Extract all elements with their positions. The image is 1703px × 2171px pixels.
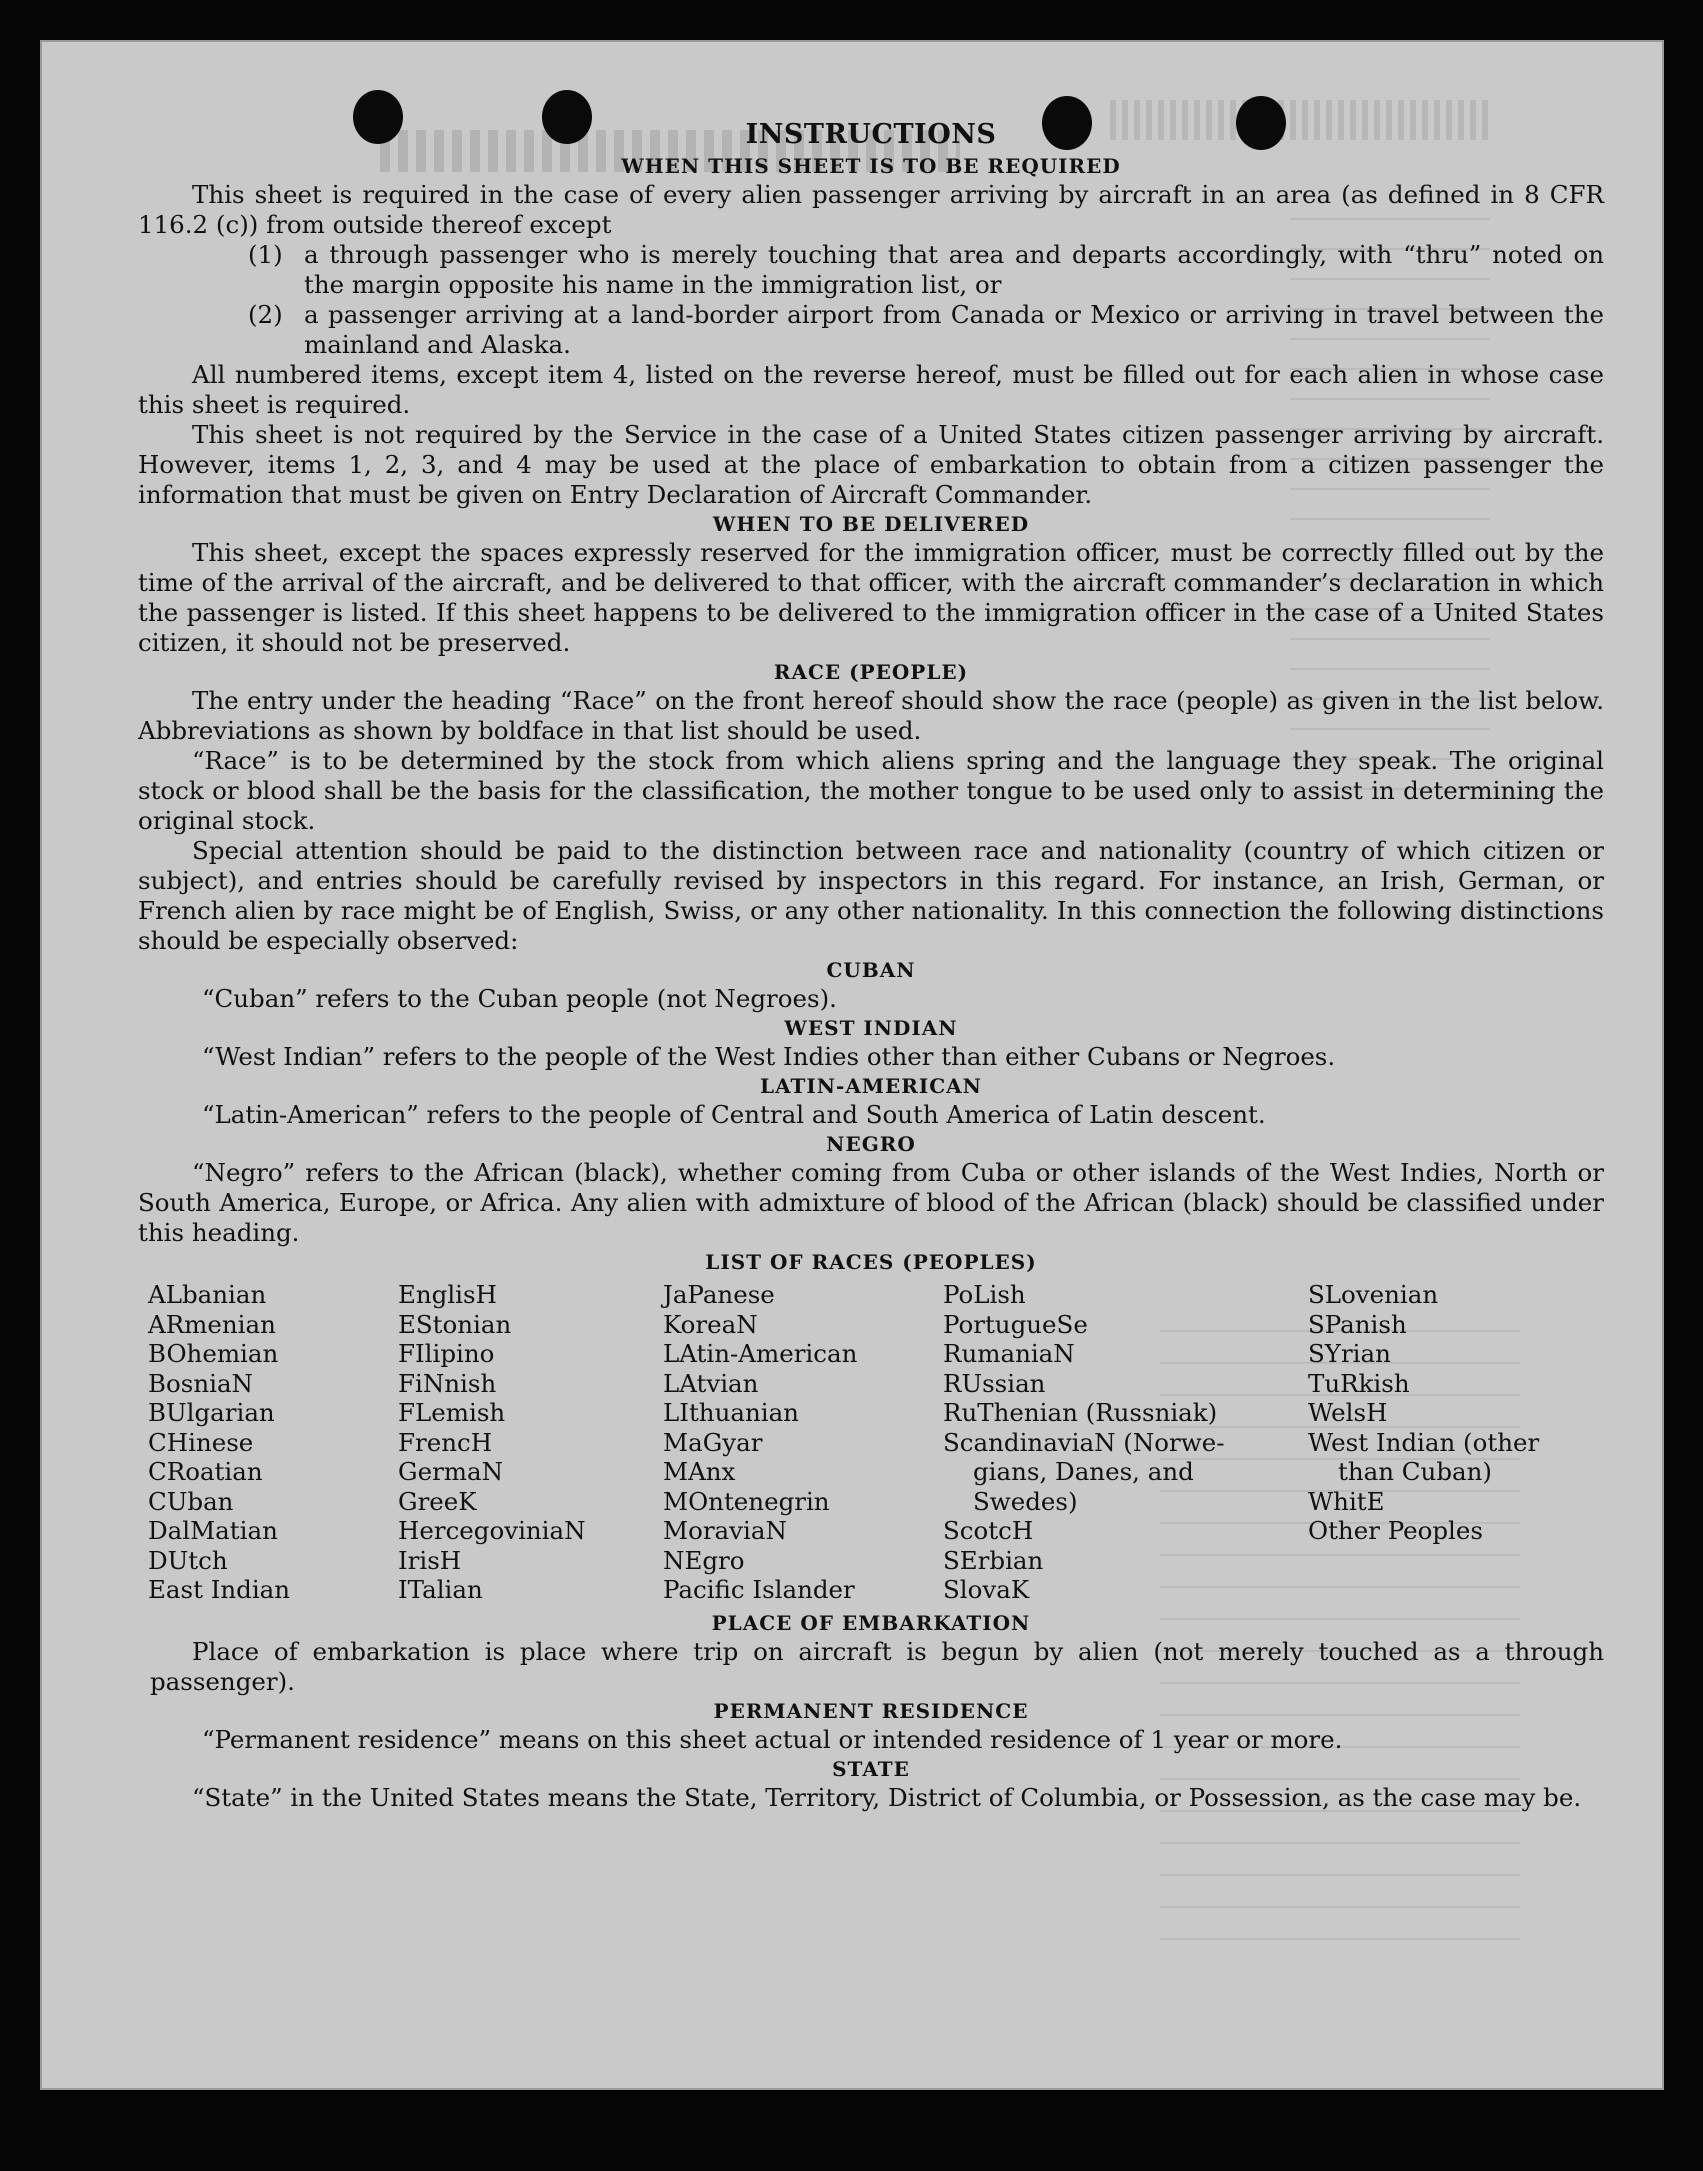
definition-text: “Permanent residence” means on this sheet actual or intended residence of 1 year or more. bbox=[202, 1724, 1343, 1754]
race-entry: ARmenian bbox=[148, 1309, 276, 1339]
race-column bbox=[663, 1280, 943, 1605]
race-column bbox=[1308, 1280, 1608, 1605]
race-entry: JaPanese bbox=[663, 1280, 775, 1309]
race-entry: LAtvian bbox=[663, 1368, 759, 1398]
race-entry: LIthuanian bbox=[663, 1398, 799, 1427]
heading-when-required: WHEN THIS SHEET IS TO BE REQUIRED bbox=[621, 154, 1121, 178]
race-entry: GreeK bbox=[398, 1486, 477, 1516]
race-column bbox=[398, 1280, 663, 1605]
race-entry: PortugueSe bbox=[943, 1309, 1088, 1339]
heading-race: RACE (PEOPLE) bbox=[773, 660, 969, 684]
document-page bbox=[40, 40, 1664, 2090]
exception-item bbox=[248, 240, 1604, 300]
paragraph: The entry under the heading “Race” on the front hereof should show the race (people) as given in the list below. Abbreviations as shown by boldface in that list should be used. bbox=[138, 686, 1604, 745]
race-entry: Pacific Islander bbox=[663, 1575, 855, 1604]
race-entry: WelsH bbox=[1308, 1398, 1388, 1427]
race-list bbox=[148, 1280, 1604, 1605]
exception-item bbox=[248, 300, 1604, 360]
race-entry: HercegoviniaN bbox=[398, 1516, 586, 1545]
definition-text bbox=[138, 1637, 1604, 1697]
race-entry: ScandinaviaN (Norwe- bbox=[943, 1427, 1225, 1457]
race-entry: FLemish bbox=[398, 1398, 506, 1427]
race-column bbox=[148, 1280, 398, 1605]
heading-list-of-races: LIST OF RACES (PEOPLES) bbox=[705, 1250, 1037, 1274]
race-entry: CRoatian bbox=[148, 1457, 263, 1486]
race-entry: SYrian bbox=[1308, 1339, 1391, 1368]
race-entry: MOntenegrin bbox=[663, 1486, 830, 1516]
heading-state: STATE bbox=[832, 1756, 910, 1781]
paragraph: This sheet, except the spaces expressly reserved for the immigration officer, must be correctly filled out by the time of the arrival of the aircraft, and be delivered to that officer, with the aircraft commander’s declaration in which the passenger is listed. If this sheet happens to be delivered to the immigration officer in the case of a United States citizen, it should not be preserved. bbox=[138, 538, 1604, 657]
race-entry: SLovenian bbox=[1308, 1280, 1439, 1309]
race-entry: ScotcH bbox=[943, 1516, 1034, 1545]
embarkation-text: Place of embarkation is place where trip on aircraft is begun by alien (not merely touched as a through passenger). bbox=[150, 1636, 1604, 1696]
race-entry: CHinese bbox=[148, 1427, 254, 1457]
race-entry: BUlgarian bbox=[148, 1398, 275, 1427]
race-entry: CUban bbox=[148, 1486, 234, 1516]
race-entry: FiNnish bbox=[398, 1368, 497, 1398]
race-entry: DalMatian bbox=[148, 1516, 278, 1545]
race-entry: EnglisH bbox=[398, 1280, 497, 1309]
heading-latin-american: LATIN-AMERICAN bbox=[760, 1074, 982, 1098]
race-entry: RumaniaN bbox=[943, 1339, 1075, 1368]
heading-when-delivered: WHEN TO BE DELIVERED bbox=[712, 512, 1030, 536]
race-entry: East Indian bbox=[148, 1575, 291, 1604]
race-entry: WhitE bbox=[1308, 1486, 1385, 1516]
definition-text: “Negro” refers to the African (black), whether coming from Cuba or other islands of the West Indies, North or South America, Europe, or Africa. Any alien with admixture of blood of the African (black) should be classified under this heading. bbox=[138, 1158, 1604, 1247]
race-entry: FIlipino bbox=[398, 1339, 495, 1368]
race-entry: MoraviaN bbox=[663, 1516, 787, 1545]
race-entry: than Cuban) bbox=[1338, 1457, 1492, 1486]
paragraph: This sheet is required in the case of every alien passenger arriving by aircraft in an area (as defined in 8 CFR 116.2 (c)) from outside thereof except bbox=[138, 180, 1604, 239]
paragraph: Special attention should be paid to the distinction between race and nationality (country of which citizen or subject), and entries should be carefully revised by inspectors in this regard. For instance, an Irish, German, or French alien by race might be of English, Swiss, or any other nationality. In this connection the following distinctions should be especially observed: bbox=[138, 836, 1604, 955]
race-entry: BOhemian bbox=[148, 1339, 279, 1368]
race-entry: SlovaK bbox=[943, 1575, 1030, 1604]
race-entry: DUtch bbox=[148, 1545, 228, 1575]
race-entry: SErbian bbox=[943, 1545, 1044, 1575]
race-entry: SPanish bbox=[1308, 1309, 1407, 1339]
race-entry: RuThenian (Russniak) bbox=[943, 1398, 1218, 1427]
race-column bbox=[943, 1280, 1308, 1605]
race-entry: LAtin-American bbox=[663, 1339, 858, 1368]
race-entry: IrisH bbox=[398, 1545, 462, 1575]
race-entry: FrencH bbox=[398, 1427, 493, 1457]
definition-text: “Latin-American” refers to the people of Central and South America of Latin descent. bbox=[202, 1100, 1266, 1129]
race-entry: BosniaN bbox=[148, 1368, 253, 1398]
exception-text: a through passenger who is merely touching that area and departs accordingly, with “thru” noted on the margin opposite his name in the immigration list, or bbox=[304, 240, 1604, 299]
heading-cuban: CUBAN bbox=[826, 958, 916, 982]
paragraph: “Race” is to be determined by the stock from which aliens spring and the language they speak. The original stock or blood shall be the basis for the classification, the mother tongue to be used only to assist in determining the original stock. bbox=[138, 746, 1604, 835]
race-entry: EStonian bbox=[398, 1309, 512, 1339]
race-entry: NEgro bbox=[663, 1545, 745, 1575]
race-entry: ALbanian bbox=[148, 1280, 267, 1309]
exception-number: (1) bbox=[248, 240, 283, 269]
definition-text: “West Indian” refers to the people of the West Indies other than either Cubans or Negroes. bbox=[202, 1042, 1336, 1071]
instructions-body bbox=[138, 118, 1604, 1813]
exception-number: (2) bbox=[248, 300, 283, 329]
definition-text: “Cuban” refers to the Cuban people (not Negroes). bbox=[202, 984, 837, 1013]
paragraph: All numbered items, except item 4, listed on the reverse hereof, must be filled out for each alien in whose case this sheet is required. bbox=[138, 360, 1604, 419]
page-title: INSTRUCTIONS bbox=[745, 119, 997, 150]
race-entry: PoLish bbox=[943, 1280, 1026, 1309]
race-entry: ITalian bbox=[398, 1575, 483, 1604]
race-entry: TuRkish bbox=[1308, 1368, 1410, 1398]
race-entry: GermaN bbox=[398, 1457, 504, 1486]
race-entry: Other Peoples bbox=[1308, 1516, 1483, 1545]
exception-text: a passenger arriving at a land-border airport from Canada or Mexico or arriving in travel between the mainland and Alaska. bbox=[304, 300, 1604, 359]
heading-permanent-residence: PERMANENT RESIDENCE bbox=[713, 1698, 1029, 1723]
race-entry: Swedes) bbox=[973, 1486, 1078, 1516]
state-text: “State” in the United States means the State, Territory, District of Columbia, or Possession, as the case may be. bbox=[192, 1782, 1582, 1812]
race-entry: RUssian bbox=[943, 1368, 1046, 1398]
race-entry: MAnx bbox=[663, 1457, 736, 1486]
race-entry: West Indian (other bbox=[1308, 1427, 1540, 1457]
heading-west-indian: WEST INDIAN bbox=[784, 1016, 958, 1040]
race-entry: KoreaN bbox=[663, 1309, 758, 1339]
heading-place-of-embarkation: PLACE OF EMBARKATION bbox=[711, 1610, 1031, 1635]
race-entry: gians, Danes, and bbox=[973, 1457, 1194, 1486]
race-entry: MaGyar bbox=[663, 1427, 763, 1457]
heading-negro: NEGRO bbox=[826, 1132, 916, 1156]
definition-text bbox=[138, 1783, 1604, 1813]
paragraph: This sheet is not required by the Service in the case of a United States citizen passenger arriving by aircraft. However, items 1, 2, 3, and 4 may be used at the place of embarkation to obtain from a citizen passenger the information that must be given on Entry Declaration of Aircraft Commander. bbox=[138, 420, 1604, 509]
